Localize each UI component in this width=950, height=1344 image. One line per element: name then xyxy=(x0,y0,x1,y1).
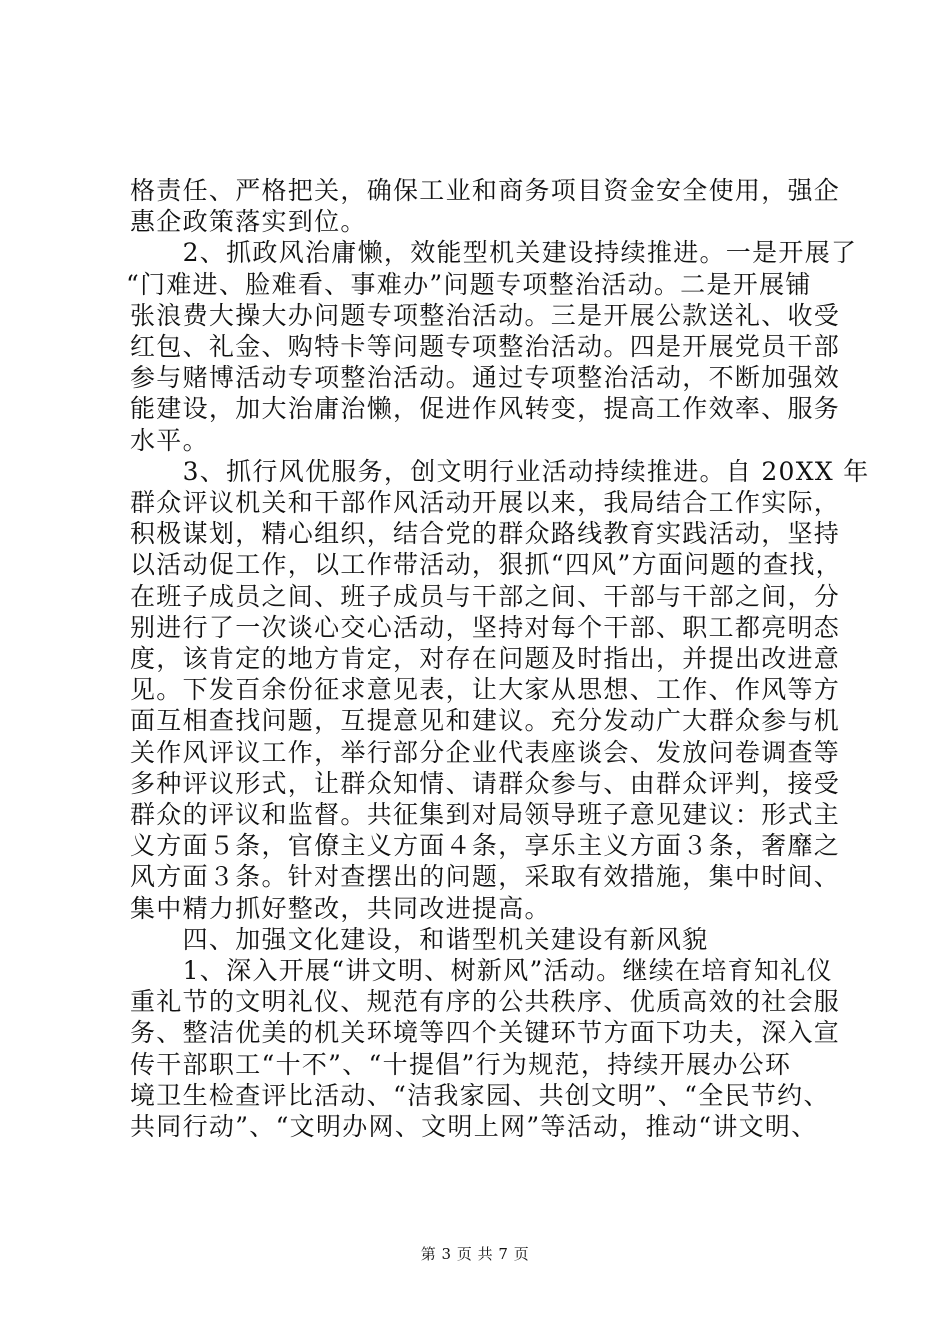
text-line: 以活动促工作，以工作带活动，狠抓“四风”方面问题的查找， xyxy=(130,550,842,579)
text-line: 3、抓行风优服务，创文明行业活动持续推进。自 20XX 年 xyxy=(130,457,870,486)
text-line: 集中精力抓好整改，共同改进提高。 xyxy=(130,894,551,923)
text-line: 关作风评议工作，举行部分企业代表座谈会、发放问卷调查等 xyxy=(130,738,841,767)
text-line: 积极谋划，精心组织，结合党的群众路线教育实践活动，坚持 xyxy=(130,519,841,548)
text-line: 度，该肯定的地方肯定，对存在问题及时指出，并提出改进意 xyxy=(130,644,841,673)
text-line: 共同行动”、“文明办网、文明上网”等活动，推动“讲文明、 xyxy=(130,1112,818,1141)
text-line: 面互相查找问题，互提意见和建议。充分发动广大群众参与机 xyxy=(130,706,841,735)
text-line: “门难进、脸难看、事难办”问题专项整治活动。二是开展铺 xyxy=(126,270,812,299)
text-line: 见。下发百余份征求意见表，让大家从思想、工作、作风等方 xyxy=(130,675,841,704)
section-heading: 四、加强文化建设，和谐型机关建设有新风貌 xyxy=(130,925,709,954)
text-line: 多种评议形式，让群众知情、请群众参与、由群众评判，接受 xyxy=(130,769,841,798)
text-line: 2、抓政风治庸懒，效能型机关建设持续推进。一是开展了 xyxy=(130,238,858,267)
text-line: 务、整洁优美的机关环境等四个关键环节方面下功夫，深入宣 xyxy=(130,1018,841,1047)
text-line: 1、深入开展“讲文明、树新风”活动。继续在培育知礼仪 xyxy=(130,956,833,985)
text-line: 重礼节的文明礼仪、规范有序的公共秩序、优质高效的社会服 xyxy=(130,987,841,1016)
text-line: 群众的评议和监督。共征集到对局领导班子意见建议：形式主 xyxy=(130,800,841,829)
text-line: 能建设，加大治庸治懒，促进作风转变，提高工作效率、服务 xyxy=(130,394,841,423)
text-line: 群众评议机关和干部作风活动开展以来，我局结合工作实际， xyxy=(130,488,841,517)
text-line: 境卫生检查评比活动、“洁我家园、共创文明”、“全民节约、 xyxy=(130,1081,830,1110)
page-number: 第 3 页 共 7 页 xyxy=(420,1245,530,1263)
text-line: 红包、礼金、购特卡等问题专项整治活动。四是开展党员干部 xyxy=(130,332,841,361)
text-line: 惠企政策落实到位。 xyxy=(130,207,367,236)
text-line: 参与赌博活动专项整治活动。通过专项整治活动，不断加强效 xyxy=(130,363,841,392)
text-line: 在班子成员之间、班子成员与干部之间、干部与干部之间，分 xyxy=(130,582,841,611)
text-line: 传干部职工“十不”、“十提倡”行为规范，持续开展办公环 xyxy=(130,1050,792,1079)
text-line: 别进行了一次谈心交心活动，坚持对每个干部、职工都亮明态 xyxy=(130,613,841,642)
text-line: 张浪费大操大办问题专项整治活动。三是开展公款送礼、收受 xyxy=(130,301,841,330)
text-line: 风方面３条。针对查摆出的问题，采取有效措施，集中时间、 xyxy=(130,862,841,891)
text-line: 水平。 xyxy=(130,426,209,455)
text-line: 义方面５条，官僚主义方面４条，享乐主义方面３条，奢靡之 xyxy=(130,831,841,860)
text-line: 格责任、严格把关，确保工业和商务项目资金安全使用，强企 xyxy=(130,176,841,205)
